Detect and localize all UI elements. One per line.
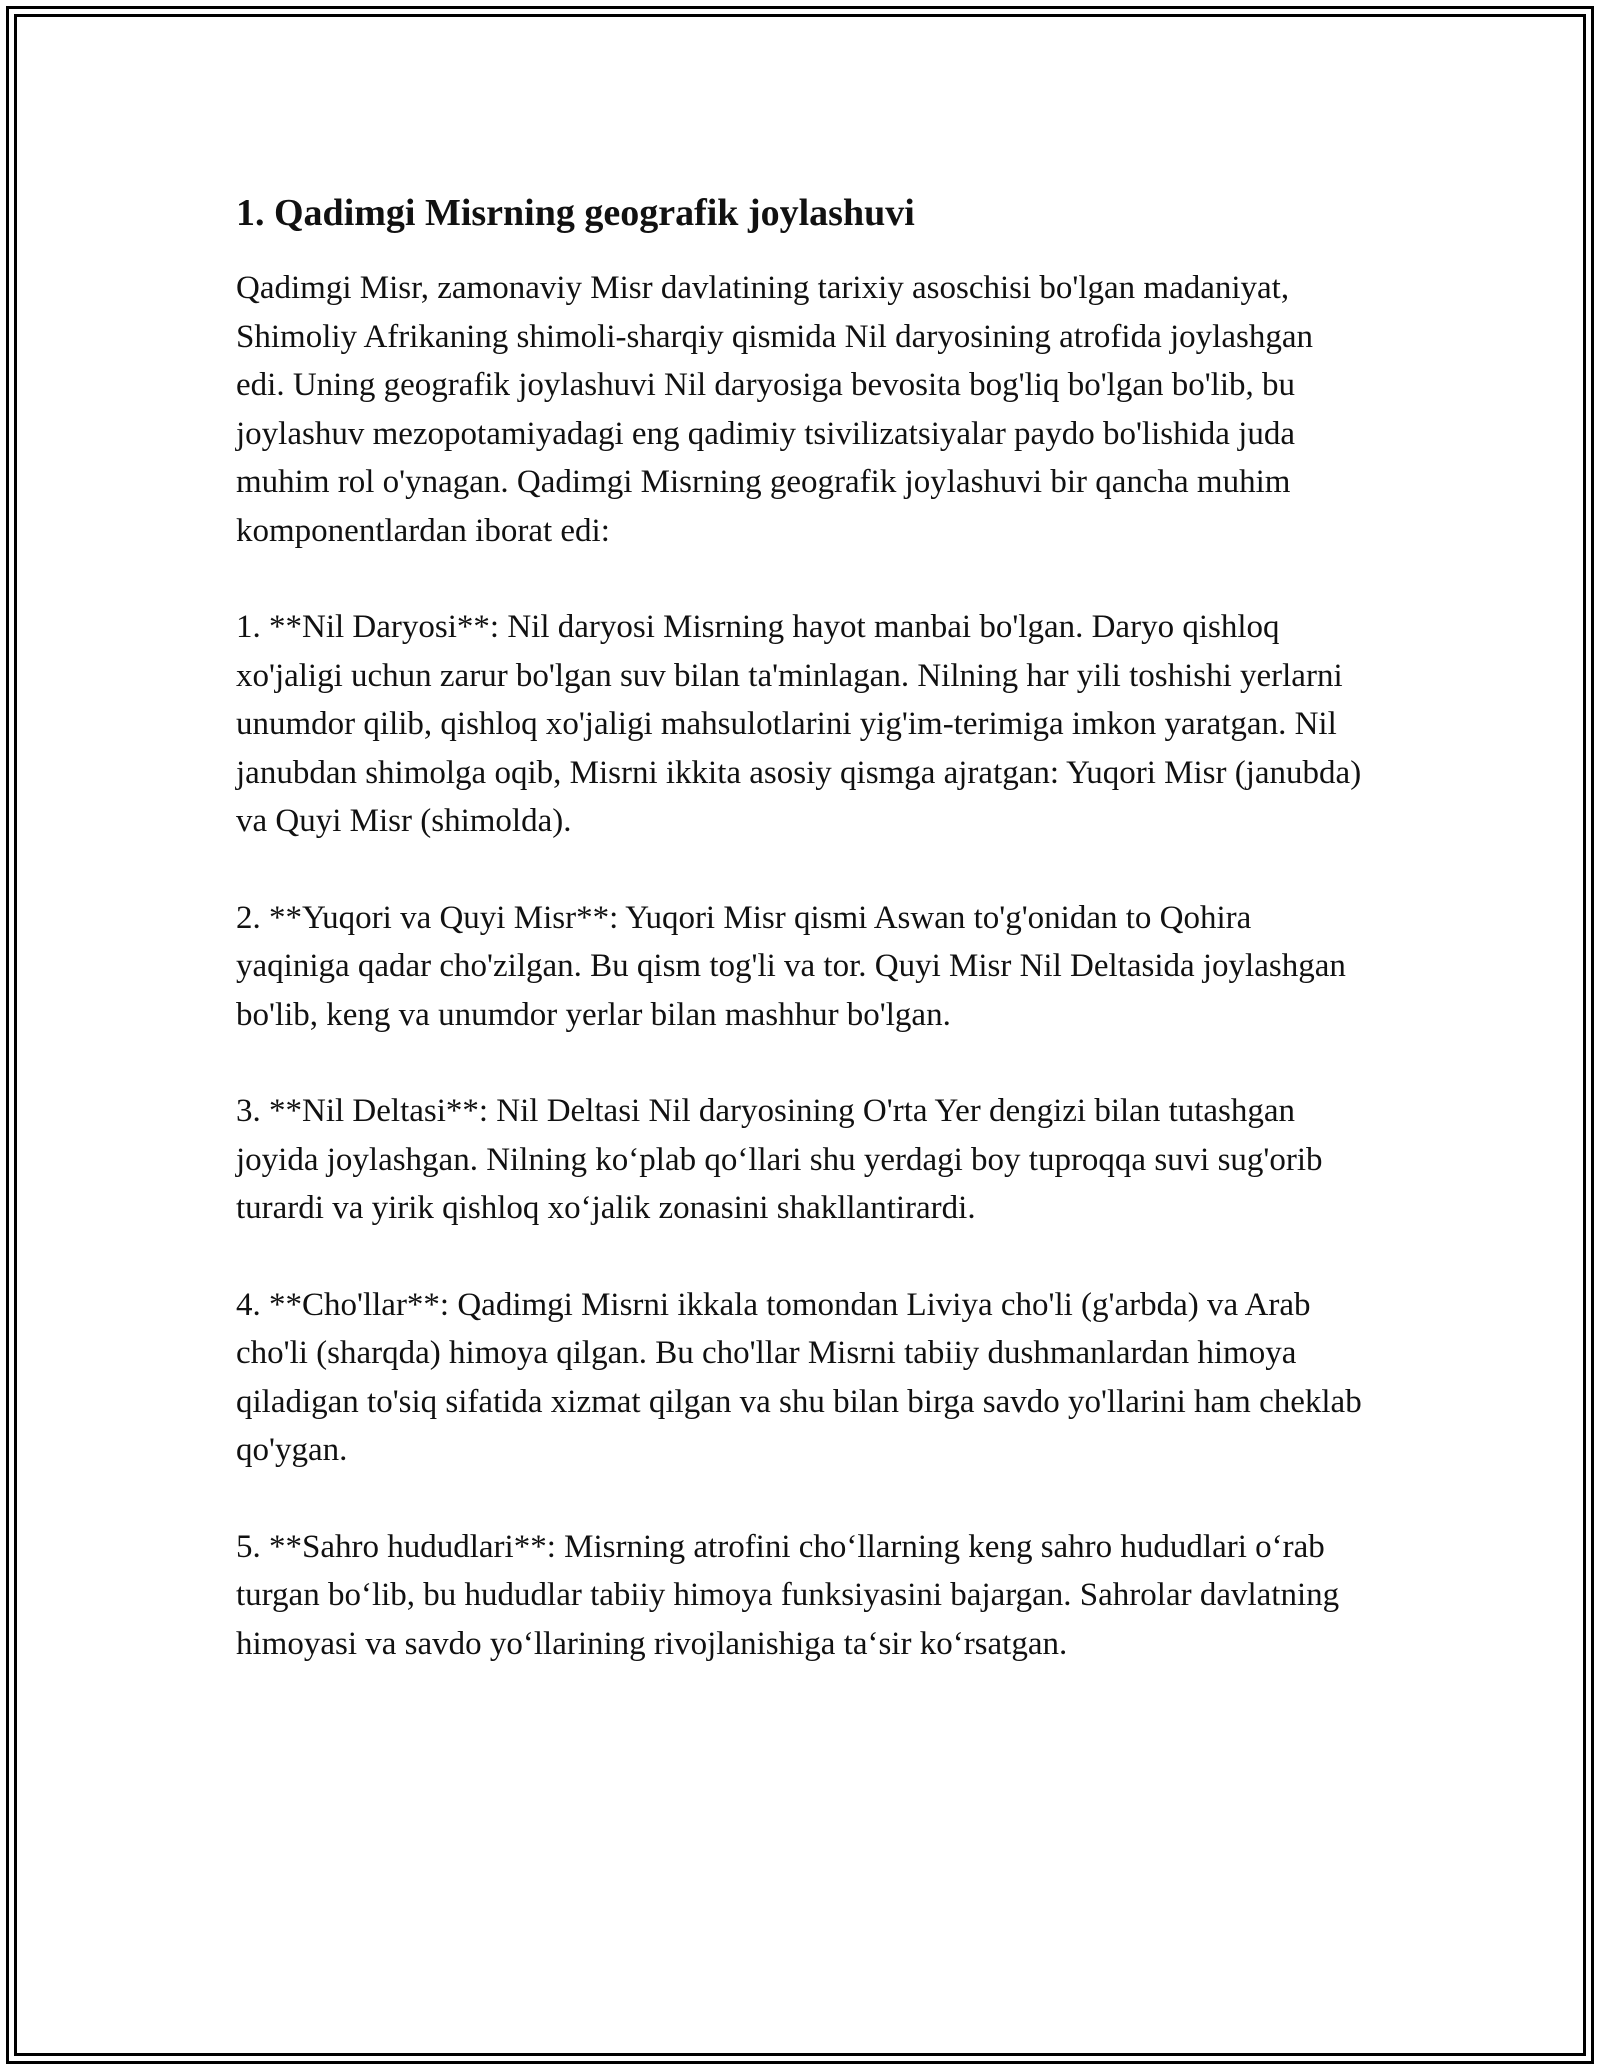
intro-paragraph: Qadimgi Misr, zamonaviy Misr davlatining tarixiy asoschisi bo'lgan madaniyat, Shimoliy Afrikaning shimoli-sharqiy qismida Nil daryosining atrofida joylashgan edi. Uning geografik joylashuvi Nil daryosiga bevosita bog'liq bo'lgan bo'lib, bu joylashuv mezopotamiyadagi eng qadimiy tsivilizatsiyalar paydo bo'lishida juda muhim rol o'ynagan. Qadimgi Misrning geografik joylashuvi bir qancha muhim komponentlardan iborat edi:: [236, 270, 1313, 549]
paragraph-yuqori-quyi-misr: 2. **Yuqori va Quyi Misr**: Yuqori Misr qismi Aswan to'g'onidan to Qohira yaqiniga qadar cho'zilgan. Bu qism tog'li va tor. Quyi Misr Nil Deltasida joylashgan bo'lib, keng va unumdor yerlar bilan mashhur bo'lgan.: [236, 899, 1346, 1033]
paragraph-sahro-hududlari: 5. **Sahro hududlari**: Misrning atrofini cho‘llarning keng sahro hududlari o‘rab turgan bo‘lib, bu hududlar tabiiy himoya funksiyasini bajargan. Sahrolar davlatning himoyasi va savdo yo‘llarining rivojlanishiga ta‘sir ko‘rsatgan.: [236, 1528, 1340, 1662]
paragraph-chollar: 4. **Cho'llar**: Qadimgi Misrni ikkala tomondan Liviya cho'li (g'arbda) va Arab cho'li (sharqda) himoya qilgan. Bu cho'llar Misrni tabiiy dushmanlardan himoya qiladigan to'siq sifatida xizmat qilgan va shu bilan birga savdo yo'llarini ham cheklab qo'ygan.: [236, 1286, 1362, 1468]
paragraph-nil-deltasi: 3. **Nil Deltasi**: Nil Deltasi Nil daryosining O'rta Yer dengizi bilan tutashgan joyida joylashgan. Nilning ko‘plab qo‘llari shu yerdagi boy tuproqqa suvi sug'orib turardi va yirik qishloq xo‘jalik zonasini shakllantirardi.: [236, 1093, 1323, 1226]
document-title: 1. Qadimgi Misrning geografik joylashuvi: [236, 192, 915, 234]
document-body: [236, 186, 1366, 1668]
paragraph-nil-daryosi: 1. **Nil Daryosi**: Nil daryosi Misrning hayot manbai bo'lgan. Daryo qishloq xo'jaligi uchun zarur bo'lgan suv bilan ta'minlagan. Nilning har yili toshishi yerlarni unumdor qilib, qishloq xo'jaligi mahsulotlarini yig'im-terimiga imkon yaratgan. Nil janubdan shimolga oqib, Misrni ikkita asosiy qismga ajratgan: Yuqori Misr (janubda) va Quyi Misr (shimolda).: [236, 609, 1362, 839]
